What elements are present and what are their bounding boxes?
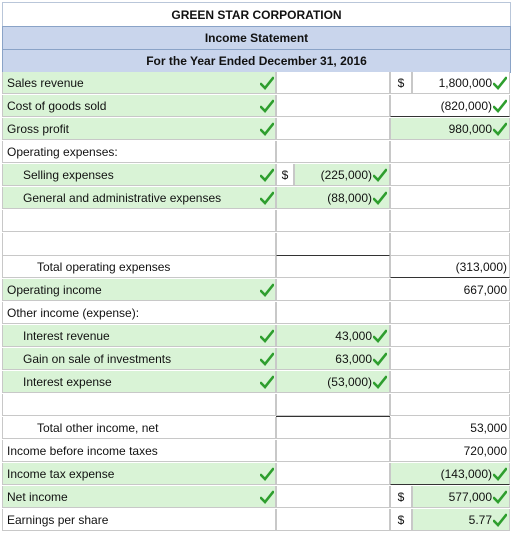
company-name: GREEN STAR CORPORATION (2, 2, 511, 26)
row-other-header (2, 302, 511, 325)
income-before-tax-label: Income before income taxes (2, 440, 276, 462)
check-icon (493, 122, 507, 136)
income-statement-sheet (2, 0, 511, 534)
income-tax-col1[interactable] (276, 463, 390, 485)
sales-revenue-dollar: $ (390, 72, 412, 94)
row-total-opex (2, 256, 511, 279)
ga-expenses-label[interactable]: General and administrative expenses (2, 187, 276, 209)
income-before-tax-amount: 720,000 (390, 440, 510, 462)
check-icon (493, 513, 507, 527)
interest-revenue-col2[interactable] (390, 325, 510, 347)
selling-expenses-dollar: $ (276, 164, 294, 186)
row-gross-profit (2, 118, 511, 141)
blank-1-label[interactable] (2, 210, 276, 232)
other-header-col1 (276, 302, 390, 324)
check-icon (493, 490, 507, 504)
row-eps (2, 509, 511, 532)
cogs-label[interactable]: Cost of goods sold (2, 95, 276, 117)
blank-2-label[interactable] (2, 233, 276, 256)
row-interest-expense (2, 371, 511, 394)
check-icon (260, 352, 274, 366)
row-ga-expenses (2, 187, 511, 210)
selling-expenses-col2[interactable] (390, 164, 510, 186)
income-tax-label[interactable]: Income tax expense (2, 463, 276, 485)
total-other-amount: 53,000 (390, 417, 510, 439)
row-blank-2 (2, 233, 511, 256)
blank-2-col2[interactable] (390, 233, 510, 256)
row-income-before-tax (2, 440, 511, 463)
total-opex-amount: (313,000) (390, 256, 510, 278)
opex-header-col2 (390, 141, 510, 163)
sales-revenue-label[interactable]: Sales revenue (2, 72, 276, 94)
blank-3-col2[interactable] (390, 394, 510, 416)
row-selling-expenses (2, 164, 511, 187)
check-icon (373, 168, 387, 182)
gross-profit-col1[interactable] (276, 118, 390, 140)
eps-dollar: $ (390, 509, 412, 531)
opex-header-col1 (276, 141, 390, 163)
gain-sale-label[interactable]: Gain on sale of investments (2, 348, 276, 370)
net-income-label[interactable]: Net income (2, 486, 276, 508)
statement-title: Income Statement (2, 26, 511, 49)
gain-sale-amount[interactable]: 63,000 (276, 348, 390, 370)
check-icon (260, 191, 274, 205)
row-net-income (2, 486, 511, 509)
interest-expense-label[interactable]: Interest expense (2, 371, 276, 393)
other-header-col2 (390, 302, 510, 324)
check-icon (373, 352, 387, 366)
check-icon (373, 375, 387, 389)
total-other-col1 (276, 417, 390, 439)
blank-2-col1[interactable] (276, 233, 390, 256)
eps-amount[interactable]: 5.77 (412, 509, 510, 531)
check-icon (260, 76, 274, 90)
interest-revenue-amount[interactable]: 43,000 (276, 325, 390, 347)
check-icon (260, 375, 274, 389)
row-income-tax (2, 463, 511, 486)
total-opex-label: Total operating expenses (2, 256, 276, 278)
check-icon (493, 76, 507, 90)
income-tax-amount[interactable]: (143,000) (390, 463, 510, 485)
gross-profit-amount[interactable]: 980,000 (390, 118, 510, 140)
row-gain-sale (2, 348, 511, 371)
check-icon (373, 329, 387, 343)
check-icon (260, 283, 274, 297)
blank-1-col2[interactable] (390, 210, 510, 232)
cogs-amount[interactable]: (820,000) (390, 95, 510, 117)
ga-expenses-amount[interactable]: (88,000) (276, 187, 390, 209)
row-opex-header (2, 141, 511, 164)
interest-revenue-label[interactable]: Interest revenue (2, 325, 276, 347)
check-icon (493, 99, 507, 113)
row-interest-revenue (2, 325, 511, 348)
opex-header-label: Operating expenses: (2, 141, 276, 163)
income-before-tax-col1 (276, 440, 390, 462)
sales-revenue-amount[interactable]: 1,800,000 (412, 72, 510, 94)
gross-profit-label[interactable]: Gross profit (2, 118, 276, 140)
check-icon (260, 467, 274, 481)
row-sales-revenue (2, 72, 511, 95)
net-income-dollar: $ (390, 486, 412, 508)
gain-sale-col2[interactable] (390, 348, 510, 370)
row-cogs (2, 95, 511, 118)
check-icon (260, 99, 274, 113)
check-icon (373, 191, 387, 205)
cogs-col1[interactable] (276, 95, 390, 117)
operating-income-col1[interactable] (276, 279, 390, 301)
check-icon (493, 467, 507, 481)
total-opex-col1 (276, 256, 390, 278)
statement-period: For the Year Ended December 31, 2016 (2, 49, 511, 73)
check-icon (260, 122, 274, 136)
operating-income-amount: 667,000 (390, 279, 510, 301)
check-icon (260, 490, 274, 504)
eps-col1[interactable] (276, 509, 390, 531)
selling-expenses-amount[interactable]: (225,000) (294, 164, 390, 186)
sales-revenue-col1[interactable] (276, 72, 390, 94)
net-income-col1[interactable] (276, 486, 390, 508)
interest-expense-amount[interactable]: (53,000) (276, 371, 390, 393)
other-header-label: Other income (expense): (2, 302, 276, 324)
eps-label: Earnings per share (2, 509, 276, 531)
total-other-label: Total other income, net (2, 417, 276, 439)
net-income-amount[interactable]: 577,000 (412, 486, 510, 508)
selling-expenses-label[interactable]: Selling expenses (2, 164, 276, 186)
blank-3-label[interactable] (2, 394, 276, 416)
blank-1-col1[interactable] (276, 210, 390, 232)
row-blank-1 (2, 210, 511, 233)
operating-income-label[interactable]: Operating income (2, 279, 276, 301)
blank-3-col1[interactable] (276, 394, 390, 416)
ga-expenses-col2[interactable] (390, 187, 510, 209)
interest-expense-col2[interactable] (390, 371, 510, 393)
row-total-other (2, 417, 511, 440)
row-operating-income (2, 279, 511, 302)
check-icon (260, 329, 274, 343)
row-blank-3 (2, 394, 511, 417)
check-icon (260, 168, 274, 182)
